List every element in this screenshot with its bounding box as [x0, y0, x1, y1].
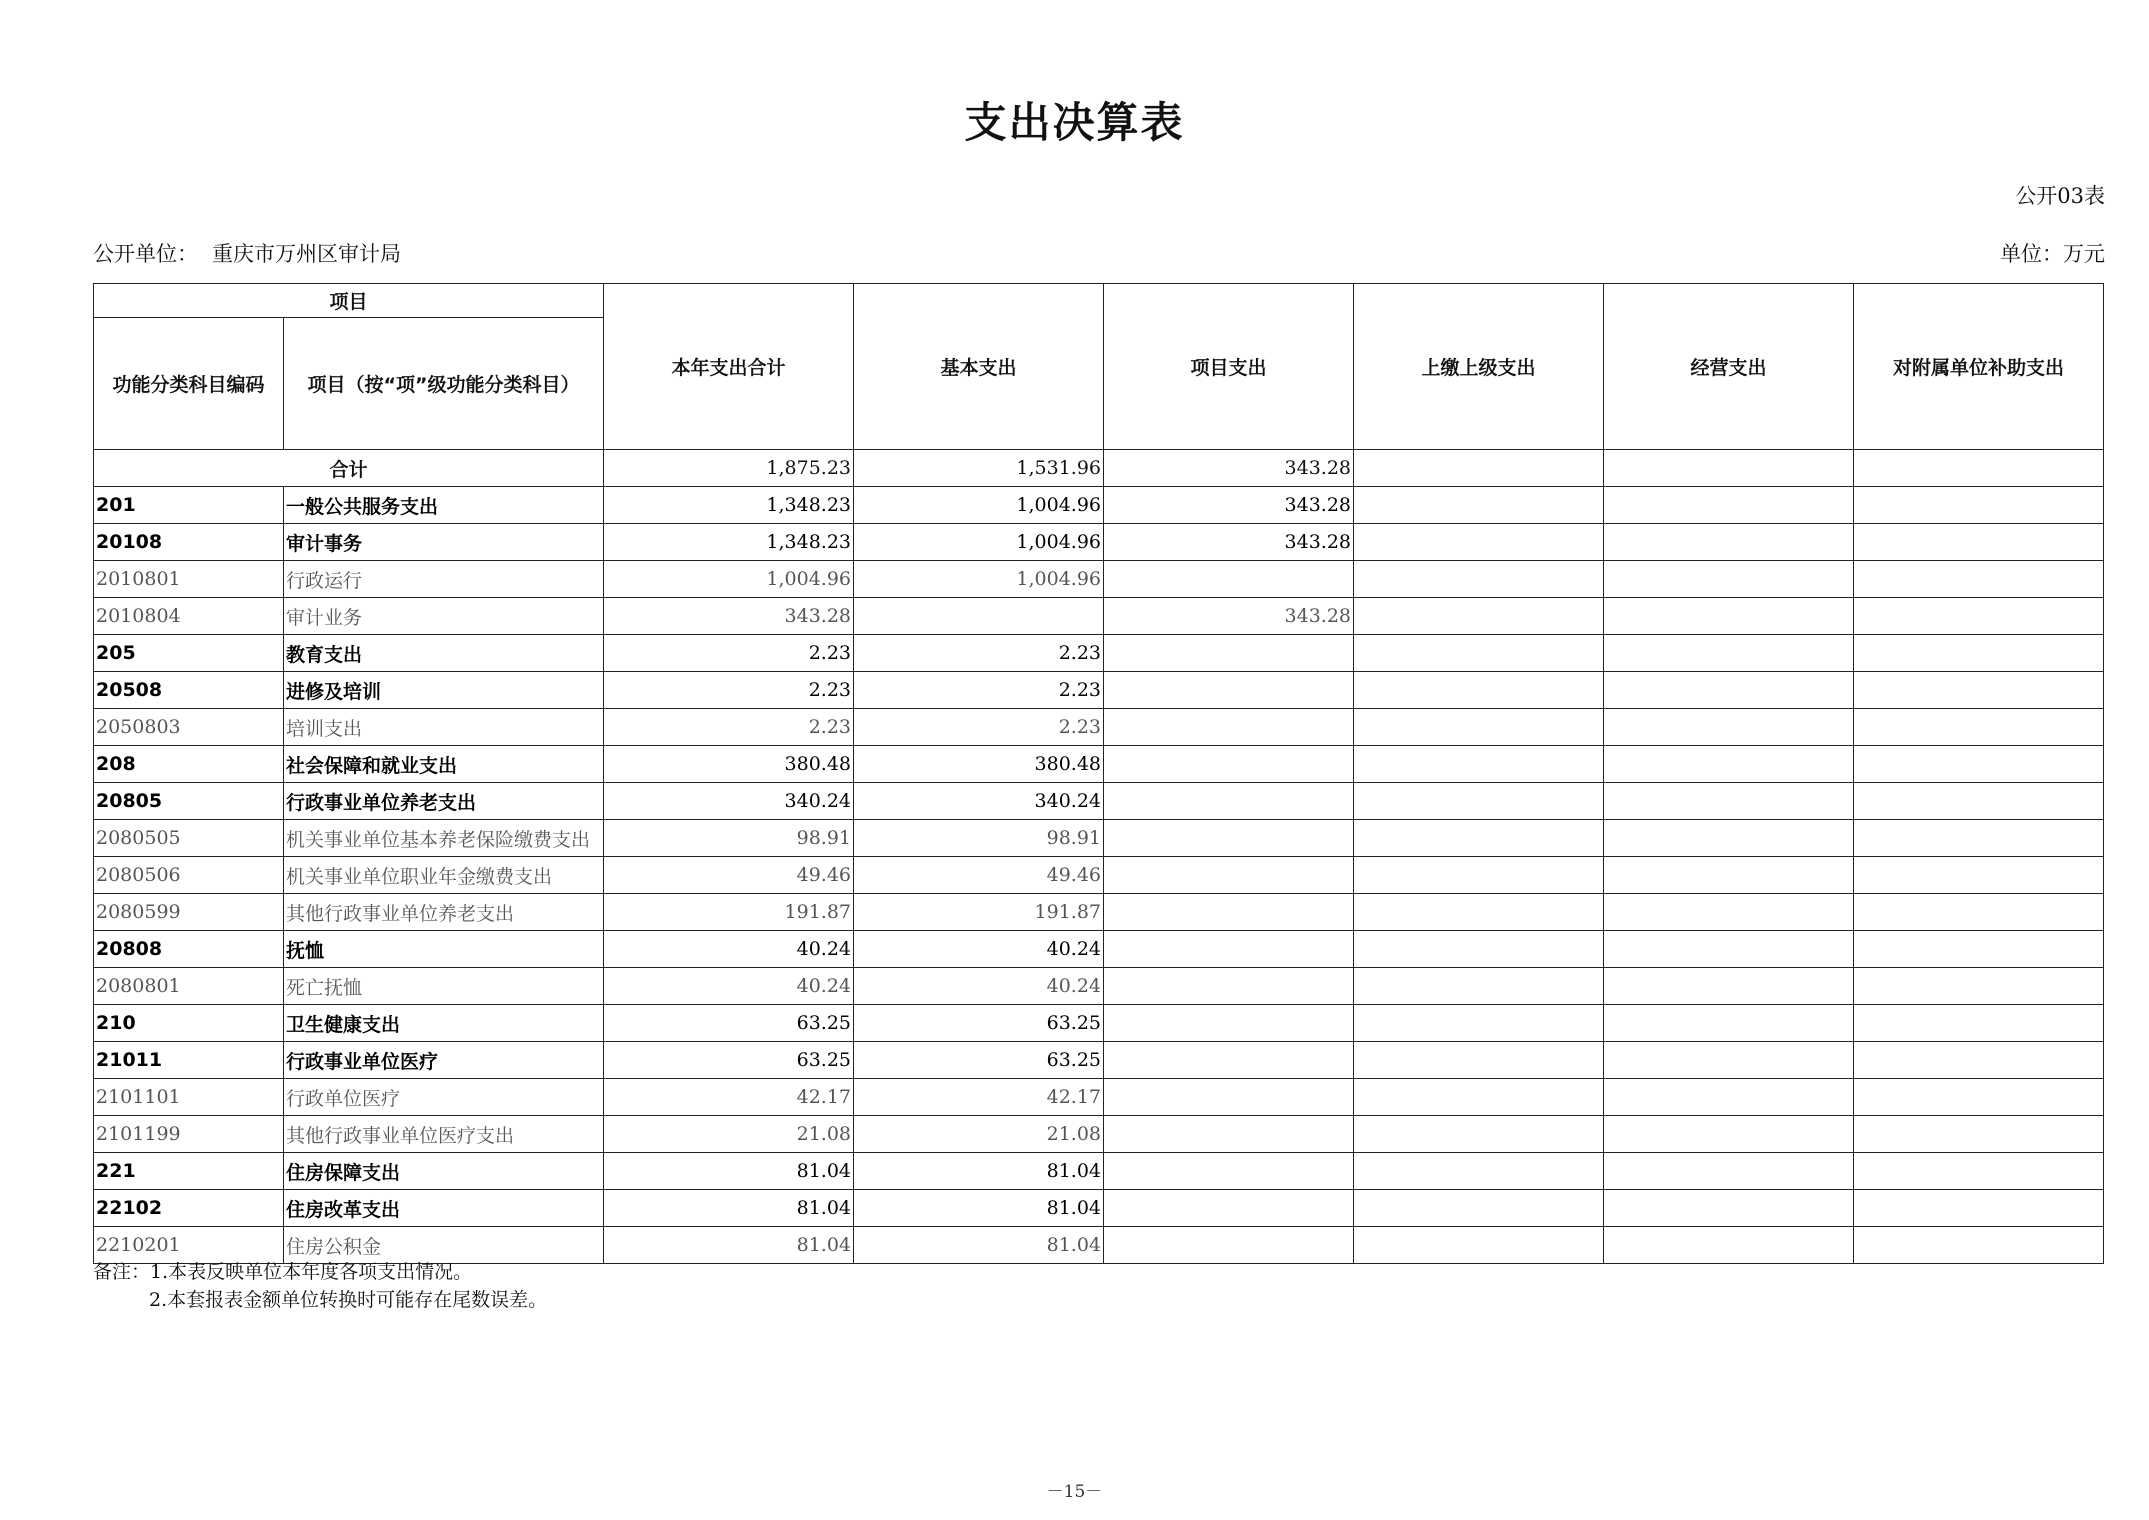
- note-2: 2.本套报表金额单位转换时可能存在尾数误差。: [149, 1289, 548, 1311]
- total-cell-upper: [1354, 450, 1604, 487]
- cell-total: 63.25: [604, 1042, 854, 1079]
- cell-operating: [1604, 709, 1854, 746]
- header-name: 项目（按“项”级功能分类科目）: [284, 318, 604, 450]
- cell-operating: [1604, 1042, 1854, 1079]
- total-cell-basic: 1,531.96: [854, 450, 1104, 487]
- cell-project: 343.28: [1104, 487, 1354, 524]
- cell-basic: 42.17: [854, 1079, 1104, 1116]
- cell-name: 其他行政事业单位医疗支出: [284, 1116, 604, 1153]
- cell-code: 205: [94, 635, 284, 672]
- reporting-unit-name: 重庆市万州区审计局: [212, 242, 401, 266]
- table-row: [94, 857, 2104, 894]
- cell-name: 审计事务: [284, 524, 604, 561]
- cell-basic: 81.04: [854, 1153, 1104, 1190]
- cell-subsidy: [1854, 1227, 2104, 1264]
- cell-basic: 191.87: [854, 894, 1104, 931]
- cell-operating: [1604, 1153, 1854, 1190]
- cell-upper: [1354, 524, 1604, 561]
- form-number: 公开03表: [2015, 184, 2105, 208]
- note-1: 备注：1.本表反映单位本年度各项支出情况。: [93, 1261, 473, 1283]
- cell-code: 2210201: [94, 1227, 284, 1264]
- header-basic: 基本支出: [854, 284, 1104, 450]
- cell-name: 行政事业单位医疗: [284, 1042, 604, 1079]
- cell-name: 行政事业单位养老支出: [284, 783, 604, 820]
- cell-basic: 340.24: [854, 783, 1104, 820]
- cell-subsidy: [1854, 968, 2104, 1005]
- header-code: 功能分类科目编码: [94, 318, 284, 450]
- cell-upper: [1354, 1116, 1604, 1153]
- cell-name: 行政单位医疗: [284, 1079, 604, 1116]
- cell-subsidy: [1854, 857, 2104, 894]
- cell-upper: [1354, 857, 1604, 894]
- cell-subsidy: [1854, 1042, 2104, 1079]
- cell-total: 42.17: [604, 1079, 854, 1116]
- cell-basic: 1,004.96: [854, 524, 1104, 561]
- cell-upper: [1354, 820, 1604, 857]
- total-cell-operating: [1604, 450, 1854, 487]
- cell-subsidy: [1854, 820, 2104, 857]
- cell-upper: [1354, 783, 1604, 820]
- table-row: [94, 894, 2104, 931]
- cell-name: 审计业务: [284, 598, 604, 635]
- cell-subsidy: [1854, 487, 2104, 524]
- cell-operating: [1604, 487, 1854, 524]
- total-cell-subsidy: [1854, 450, 2104, 487]
- cell-subsidy: [1854, 598, 2104, 635]
- header-item-group: 项目: [94, 284, 604, 318]
- cell-basic: 2.23: [854, 635, 1104, 672]
- cell-operating: [1604, 1227, 1854, 1264]
- table-row: [94, 487, 2104, 524]
- cell-upper: [1354, 598, 1604, 635]
- cell-operating: [1604, 857, 1854, 894]
- cell-code: 208: [94, 746, 284, 783]
- cell-name: 住房公积金: [284, 1227, 604, 1264]
- cell-subsidy: [1854, 524, 2104, 561]
- cell-name: 死亡抚恤: [284, 968, 604, 1005]
- cell-operating: [1604, 1079, 1854, 1116]
- cell-operating: [1604, 746, 1854, 783]
- cell-total: 21.08: [604, 1116, 854, 1153]
- cell-name: 机关事业单位职业年金缴费支出: [284, 857, 604, 894]
- table-row: [94, 783, 2104, 820]
- cell-project: [1104, 746, 1354, 783]
- cell-name: 培训支出: [284, 709, 604, 746]
- table-row: [94, 598, 2104, 635]
- cell-upper: [1354, 746, 1604, 783]
- cell-upper: [1354, 894, 1604, 931]
- total-label: 合计: [94, 450, 604, 487]
- cell-code: 2010801: [94, 561, 284, 598]
- page-number: －15－: [1046, 1482, 1103, 1502]
- cell-subsidy: [1854, 746, 2104, 783]
- cell-basic: 21.08: [854, 1116, 1104, 1153]
- table-row: [94, 709, 2104, 746]
- cell-code: 22102: [94, 1190, 284, 1227]
- cell-subsidy: [1854, 1005, 2104, 1042]
- cell-code: 20508: [94, 672, 284, 709]
- cell-subsidy: [1854, 783, 2104, 820]
- cell-total: 1,348.23: [604, 524, 854, 561]
- cell-name: 行政运行: [284, 561, 604, 598]
- header-subsidy: 对附属单位补助支出: [1854, 284, 2104, 450]
- cell-project: [1104, 820, 1354, 857]
- cell-name: 社会保障和就业支出: [284, 746, 604, 783]
- cell-name: 机关事业单位基本养老保险缴费支出: [284, 820, 604, 857]
- reporting-unit-label: 公开单位：: [93, 242, 198, 266]
- cell-code: 20808: [94, 931, 284, 968]
- cell-operating: [1604, 635, 1854, 672]
- cell-subsidy: [1854, 894, 2104, 931]
- cell-operating: [1604, 672, 1854, 709]
- cell-subsidy: [1854, 672, 2104, 709]
- cell-code: 2080801: [94, 968, 284, 1005]
- cell-operating: [1604, 820, 1854, 857]
- cell-basic: 49.46: [854, 857, 1104, 894]
- table-row: [94, 1042, 2104, 1079]
- total-row: [94, 450, 2104, 487]
- cell-project: [1104, 857, 1354, 894]
- cell-code: 20108: [94, 524, 284, 561]
- cell-subsidy: [1854, 635, 2104, 672]
- cell-total: 1,348.23: [604, 487, 854, 524]
- header-project: 项目支出: [1104, 284, 1354, 450]
- cell-upper: [1354, 1005, 1604, 1042]
- cell-upper: [1354, 561, 1604, 598]
- cell-basic: [854, 598, 1104, 635]
- cell-total: 40.24: [604, 968, 854, 1005]
- table-row: [94, 561, 2104, 598]
- cell-total: 81.04: [604, 1153, 854, 1190]
- cell-upper: [1354, 635, 1604, 672]
- cell-code: 201: [94, 487, 284, 524]
- cell-operating: [1604, 1116, 1854, 1153]
- cell-code: 2010804: [94, 598, 284, 635]
- cell-basic: 63.25: [854, 1005, 1104, 1042]
- cell-subsidy: [1854, 1079, 2104, 1116]
- cell-project: [1104, 783, 1354, 820]
- cell-subsidy: [1854, 561, 2104, 598]
- cell-basic: 1,004.96: [854, 561, 1104, 598]
- cell-project: [1104, 709, 1354, 746]
- cell-upper: [1354, 968, 1604, 1005]
- cell-project: [1104, 1005, 1354, 1042]
- cell-project: [1104, 1042, 1354, 1079]
- table-row: [94, 672, 2104, 709]
- table-row: [94, 1153, 2104, 1190]
- table-row: [94, 635, 2104, 672]
- header-total: 本年支出合计: [604, 284, 854, 450]
- cell-basic: 2.23: [854, 709, 1104, 746]
- table-row: [94, 524, 2104, 561]
- cell-operating: [1604, 524, 1854, 561]
- cell-project: [1104, 1190, 1354, 1227]
- cell-upper: [1354, 1079, 1604, 1116]
- cell-code: 21011: [94, 1042, 284, 1079]
- cell-code: 20805: [94, 783, 284, 820]
- cell-operating: [1604, 783, 1854, 820]
- cell-total: 63.25: [604, 1005, 854, 1042]
- cell-total: 98.91: [604, 820, 854, 857]
- cell-project: [1104, 635, 1354, 672]
- cell-total: 380.48: [604, 746, 854, 783]
- cell-upper: [1354, 1190, 1604, 1227]
- cell-basic: 63.25: [854, 1042, 1104, 1079]
- cell-upper: [1354, 487, 1604, 524]
- expenditure-table: [93, 283, 2104, 1264]
- cell-code: 2101101: [94, 1079, 284, 1116]
- cell-name: 卫生健康支出: [284, 1005, 604, 1042]
- currency-unit: 单位：万元: [2000, 242, 2105, 266]
- cell-code: 221: [94, 1153, 284, 1190]
- cell-upper: [1354, 672, 1604, 709]
- cell-name: 住房改革支出: [284, 1190, 604, 1227]
- cell-project: [1104, 968, 1354, 1005]
- cell-total: 343.28: [604, 598, 854, 635]
- cell-code: 2080506: [94, 857, 284, 894]
- cell-project: [1104, 561, 1354, 598]
- cell-subsidy: [1854, 1190, 2104, 1227]
- notes: [93, 1258, 547, 1314]
- cell-project: [1104, 1079, 1354, 1116]
- cell-name: 其他行政事业单位养老支出: [284, 894, 604, 931]
- cell-upper: [1354, 1153, 1604, 1190]
- cell-subsidy: [1854, 1153, 2104, 1190]
- table-row: [94, 968, 2104, 1005]
- cell-project: [1104, 1227, 1354, 1264]
- cell-operating: [1604, 931, 1854, 968]
- cell-total: 340.24: [604, 783, 854, 820]
- table-row: [94, 820, 2104, 857]
- cell-project: 343.28: [1104, 598, 1354, 635]
- table-row: [94, 1079, 2104, 1116]
- reporting-unit: [93, 238, 401, 268]
- page-title: 支出决算表: [964, 98, 1185, 147]
- cell-code: 2101199: [94, 1116, 284, 1153]
- cell-total: 81.04: [604, 1227, 854, 1264]
- table-row: [94, 1005, 2104, 1042]
- cell-project: [1104, 1153, 1354, 1190]
- cell-subsidy: [1854, 709, 2104, 746]
- cell-project: [1104, 894, 1354, 931]
- cell-name: 住房保障支出: [284, 1153, 604, 1190]
- cell-code: 210: [94, 1005, 284, 1042]
- cell-total: 49.46: [604, 857, 854, 894]
- cell-basic: 380.48: [854, 746, 1104, 783]
- cell-basic: 81.04: [854, 1190, 1104, 1227]
- cell-total: 1,004.96: [604, 561, 854, 598]
- cell-project: [1104, 672, 1354, 709]
- cell-basic: 40.24: [854, 968, 1104, 1005]
- cell-code: 2080599: [94, 894, 284, 931]
- cell-total: 2.23: [604, 635, 854, 672]
- cell-basic: 40.24: [854, 931, 1104, 968]
- cell-basic: 98.91: [854, 820, 1104, 857]
- cell-code: 2080505: [94, 820, 284, 857]
- cell-total: 81.04: [604, 1190, 854, 1227]
- cell-name: 教育支出: [284, 635, 604, 672]
- cell-upper: [1354, 931, 1604, 968]
- cell-upper: [1354, 1042, 1604, 1079]
- cell-name: 进修及培训: [284, 672, 604, 709]
- cell-name: 一般公共服务支出: [284, 487, 604, 524]
- cell-operating: [1604, 1190, 1854, 1227]
- cell-operating: [1604, 561, 1854, 598]
- cell-code: 2050803: [94, 709, 284, 746]
- cell-name: 抚恤: [284, 931, 604, 968]
- cell-total: 40.24: [604, 931, 854, 968]
- cell-operating: [1604, 894, 1854, 931]
- cell-total: 2.23: [604, 672, 854, 709]
- cell-basic: 81.04: [854, 1227, 1104, 1264]
- cell-total: 191.87: [604, 894, 854, 931]
- cell-project: [1104, 1116, 1354, 1153]
- cell-subsidy: [1854, 931, 2104, 968]
- header-upper: 上缴上级支出: [1354, 284, 1604, 450]
- cell-basic: 2.23: [854, 672, 1104, 709]
- cell-subsidy: [1854, 1116, 2104, 1153]
- table-row: [94, 931, 2104, 968]
- cell-project: 343.28: [1104, 524, 1354, 561]
- cell-operating: [1604, 598, 1854, 635]
- cell-total: 2.23: [604, 709, 854, 746]
- cell-basic: 1,004.96: [854, 487, 1104, 524]
- cell-upper: [1354, 1227, 1604, 1264]
- header-operating: 经营支出: [1604, 284, 1854, 450]
- cell-operating: [1604, 968, 1854, 1005]
- table-row: [94, 746, 2104, 783]
- total-cell-total: 1,875.23: [604, 450, 854, 487]
- cell-project: [1104, 931, 1354, 968]
- table-row: [94, 1190, 2104, 1227]
- total-cell-project: 343.28: [1104, 450, 1354, 487]
- cell-operating: [1604, 1005, 1854, 1042]
- table-row: [94, 1116, 2104, 1153]
- cell-upper: [1354, 709, 1604, 746]
